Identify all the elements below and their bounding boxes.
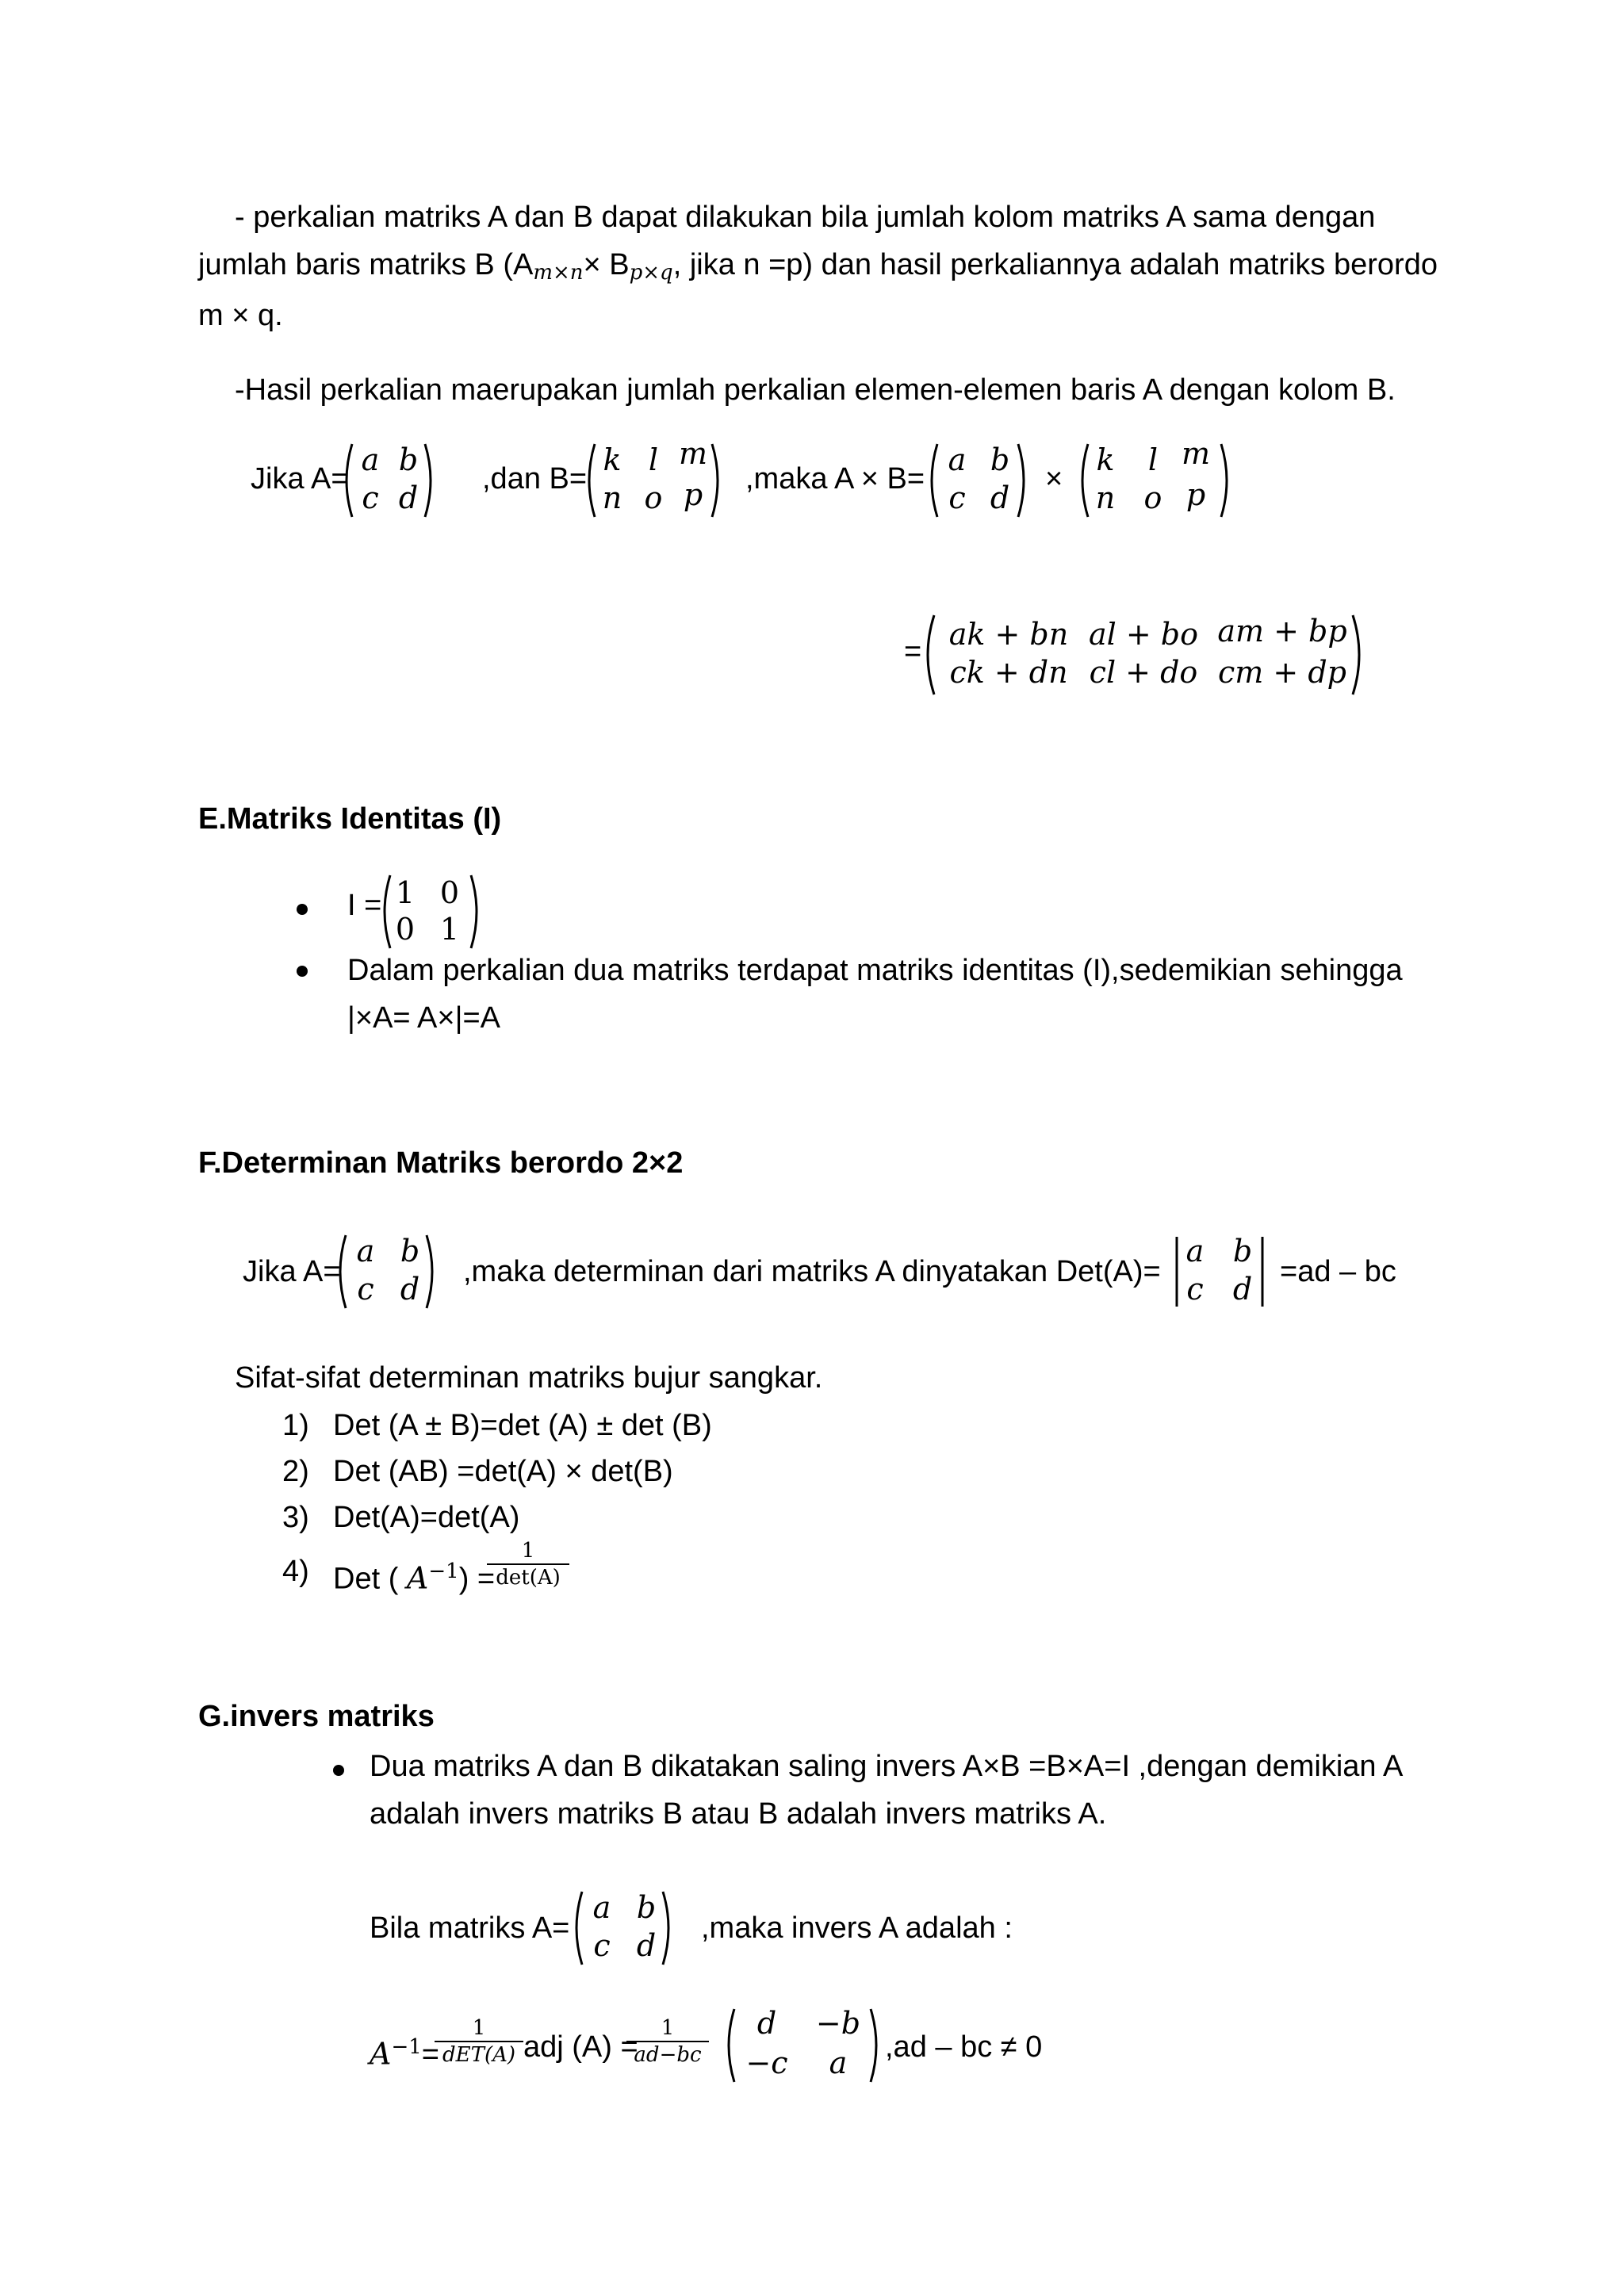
inv-matrix-a bbox=[571, 1888, 674, 1968]
frac-num: 1 bbox=[472, 2016, 486, 2040]
bullet bbox=[333, 1765, 344, 1776]
bila-label: Bila matriks A= bbox=[370, 1911, 570, 1945]
paren-pair bbox=[926, 441, 1029, 520]
prop-num: 4) bbox=[282, 1555, 309, 1588]
cell: a bbox=[592, 1890, 611, 1925]
result-matrix bbox=[921, 612, 1365, 698]
subscript-mxn: m×n bbox=[533, 261, 584, 285]
frac-den: ad−bc bbox=[634, 2043, 702, 2067]
prop-num: 2) bbox=[282, 1455, 309, 1488]
cell: k bbox=[603, 442, 622, 477]
cell: c bbox=[948, 480, 966, 515]
inv-fraction-2 bbox=[626, 2015, 709, 2068]
prop-num: 3) bbox=[282, 1501, 309, 1534]
ainv-sup: −1 bbox=[391, 2035, 422, 2059]
identity-matrix bbox=[379, 872, 482, 951]
prop-text: Det (A ± B)=det (A) ± det (B) bbox=[333, 1409, 712, 1442]
cell: −b bbox=[815, 2006, 861, 2041]
cell: d bbox=[1232, 1272, 1253, 1307]
cell: p bbox=[683, 477, 703, 512]
equals-sign: = bbox=[904, 635, 922, 668]
cell: cm + dp bbox=[1218, 655, 1346, 690]
cell: b bbox=[636, 1890, 657, 1925]
cell: al + bo bbox=[1088, 617, 1198, 652]
cell: a bbox=[361, 442, 380, 477]
mult-line-3: m × q. bbox=[198, 299, 283, 332]
props-title: Sifat-sifat determinan matriks bujur sangkar. bbox=[235, 1361, 823, 1395]
inv-maka-label: ,maka invers A adalah : bbox=[701, 1911, 1013, 1945]
cell: b bbox=[990, 442, 1010, 477]
inverse-heading: G.invers matriks bbox=[198, 1700, 435, 1733]
cell: d bbox=[636, 1928, 657, 1963]
frac-num: 1 bbox=[661, 2016, 675, 2040]
cell: p bbox=[1185, 477, 1206, 512]
cell: a bbox=[829, 2045, 848, 2080]
mult-line-4: -Hasil perkalian maerupakan jumlah perkalian elemen-elemen baris A dengan kolom B. bbox=[235, 373, 1396, 407]
cell: k bbox=[1096, 442, 1115, 477]
cell: c bbox=[1186, 1272, 1204, 1307]
adj-label: adj (A) = bbox=[523, 2030, 638, 2064]
mult-line-2a: jumlah baris matriks B (A bbox=[198, 248, 534, 281]
cell: m bbox=[679, 436, 708, 471]
prop-text: Det(A)=det(A) bbox=[333, 1501, 520, 1534]
inv-fraction-1 bbox=[435, 2015, 523, 2068]
frac-den: dET(A) bbox=[442, 2043, 516, 2067]
mult-line-2c: , jika n =p) dan hasil perkaliannya adalah matriks berordo bbox=[672, 248, 1438, 281]
inverse-bullet-line2: adalah invers matriks B atau B adalah invers matriks A. bbox=[370, 1797, 1107, 1831]
ainv-expr bbox=[370, 2030, 439, 2072]
prop-text: Det (AB) =det(A) × det(B) bbox=[333, 1455, 673, 1488]
cell: a bbox=[948, 442, 967, 477]
matrix-a bbox=[341, 441, 436, 520]
cell: a bbox=[1185, 1234, 1205, 1269]
mult-line-1: - perkalian matriks A dan B dapat dilakukan bila jumlah kolom matriks A sama dengan bbox=[235, 201, 1376, 234]
cell: am + bp bbox=[1217, 614, 1347, 649]
prop-text: Det ( bbox=[333, 1562, 407, 1596]
cell: n bbox=[1095, 480, 1116, 515]
cell: l bbox=[1147, 442, 1159, 477]
frac-num: 1 bbox=[521, 1539, 535, 1563]
cell: a bbox=[356, 1234, 375, 1269]
ainv-eq: = bbox=[421, 2038, 439, 2072]
prop-num: 1) bbox=[282, 1409, 309, 1442]
matrix-b bbox=[584, 436, 723, 520]
determinant-heading: F.Determinan Matriks berordo 2×2 bbox=[198, 1146, 684, 1180]
prop-4-expr bbox=[333, 1554, 495, 1597]
i-label: I = bbox=[347, 889, 382, 922]
cell: o bbox=[1143, 480, 1162, 515]
cell: 1 bbox=[395, 875, 416, 910]
subscript-pxq: p×q bbox=[629, 261, 673, 285]
identity-heading: E.Matriks Identitas (I) bbox=[198, 802, 502, 836]
cell: b bbox=[398, 442, 419, 477]
prop4-a: A bbox=[406, 1560, 429, 1596]
jika-a-label: Jika A= bbox=[251, 462, 349, 496]
matrix-a-2 bbox=[926, 441, 1029, 520]
det-bars-matrix bbox=[1172, 1232, 1267, 1311]
mult-line-2 bbox=[198, 247, 1438, 285]
prop4-b: ) = bbox=[458, 1562, 496, 1596]
cell: −c bbox=[745, 2045, 788, 2080]
ainv-a: A bbox=[370, 2036, 392, 2072]
paren-pair bbox=[341, 441, 436, 520]
cell: c bbox=[362, 480, 379, 515]
cell: n bbox=[602, 480, 622, 515]
bullet bbox=[297, 904, 308, 915]
cell: o bbox=[644, 480, 663, 515]
cell: b bbox=[400, 1234, 420, 1269]
cell: c bbox=[357, 1272, 374, 1307]
cell: m bbox=[1182, 436, 1211, 471]
paren-pair bbox=[571, 1888, 674, 1968]
det-jika-label: Jika A= bbox=[243, 1255, 341, 1288]
paren-pair bbox=[335, 1232, 438, 1311]
identity-bullet-2-line1: Dalam perkalian dua matriks terdapat matriks identitas (I),sedemikian sehingga bbox=[347, 954, 1403, 987]
cell: d bbox=[398, 480, 419, 515]
identity-bullet-2-line2: |×A= A×|=A bbox=[347, 1001, 501, 1035]
cell: 0 bbox=[439, 875, 460, 910]
det-matrix-a bbox=[335, 1232, 438, 1311]
cell: ck + dn bbox=[949, 655, 1068, 690]
cell: d bbox=[756, 2006, 777, 2041]
det-text: ,maka determinan dari matriks A dinyatakan Det(A)= bbox=[463, 1255, 1161, 1288]
mult-line-2b: × B bbox=[583, 248, 630, 281]
maka-label: ,maka A × B= bbox=[745, 462, 925, 496]
bullet bbox=[297, 966, 308, 977]
prop4-fraction bbox=[487, 1538, 569, 1590]
det-result: =ad – bc bbox=[1280, 1255, 1396, 1288]
cell: 0 bbox=[395, 912, 416, 947]
prop4-sup: −1 bbox=[428, 1559, 459, 1583]
cell: cl + do bbox=[1089, 655, 1198, 690]
cell: d bbox=[990, 480, 1010, 515]
cell: b bbox=[1232, 1234, 1253, 1269]
cell: ak + bn bbox=[948, 617, 1069, 652]
dan-b-label: ,dan B= bbox=[482, 462, 588, 496]
cell: 1 bbox=[439, 912, 460, 947]
frac-den: det(A) bbox=[496, 1566, 561, 1590]
cell: l bbox=[648, 442, 659, 477]
cell: c bbox=[593, 1928, 611, 1963]
inverse-bullet-line1: Dua matriks A dan B dikatakan saling invers A×B =B×A=I ,dengan demikian A bbox=[370, 1750, 1404, 1783]
matrix-b-2 bbox=[1077, 436, 1232, 520]
inv-condition: ,ad – bc ≠ 0 bbox=[885, 2030, 1043, 2064]
inv-result-matrix bbox=[723, 2006, 882, 2085]
cell: d bbox=[400, 1272, 420, 1307]
times-sign: × bbox=[1045, 462, 1063, 496]
